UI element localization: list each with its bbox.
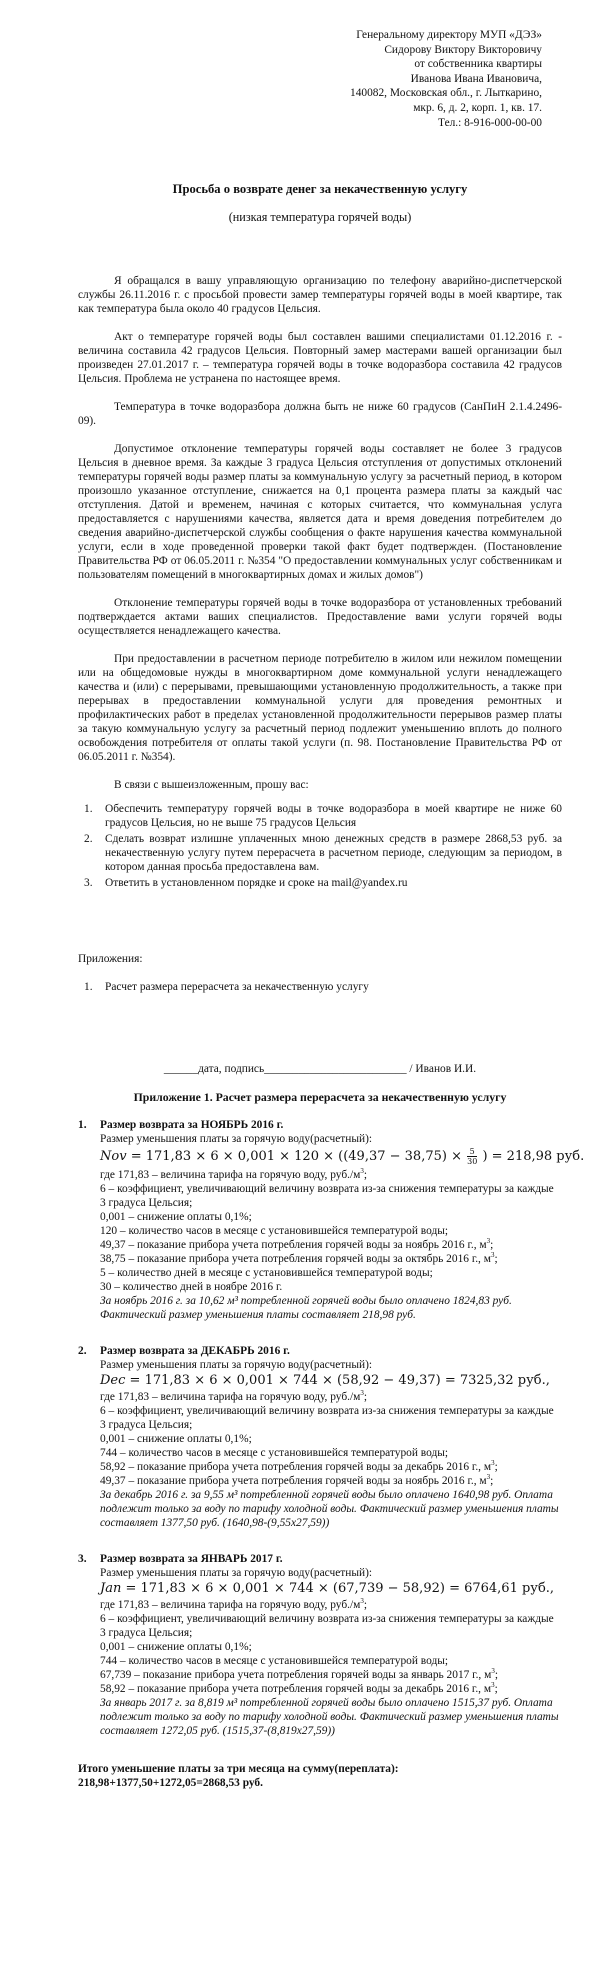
- total-line: 218,98+1377,50+1272,05=2868,53 руб.: [78, 1777, 263, 1790]
- address-line: Генеральному директору МУП «ДЭЗ»: [356, 29, 542, 41]
- formula-fraction: [467, 1147, 477, 1166]
- calc-section-january: [78, 1552, 562, 1738]
- section-note: За декабрь 2016 г. за 9,55 м³ потребленной горячей воды было оплачено 1640,98 руб. Оплата подлежит только за воду по тарифу холодной воды. Фактический размер уменьшения платы составляет 1377,50 руб. (1640,98-(9,55х27,59)): [100, 1489, 559, 1530]
- formula-expr: = 171,83 × 6 × 0,001 × 120 × ((49,37 − 38,75) ×: [130, 1149, 462, 1165]
- address-line: 140082, Московская обл., г. Лыткарино,: [350, 87, 542, 100]
- legend-line: 6 – коэффициент, увеличивающий величину возврата из-за снижения температуры за каждые 3 градуса Цельсия;: [100, 1613, 554, 1640]
- section-note: За январь 2017 г. за 8,819 м³ потребленной горячей воды было оплачено 1515,37 руб. Оплата подлежит только за воду по тарифу холодной воды. Фактический размер уменьшения платы составляет 1272,05 руб. (1515,37-(8,819х27,59)): [100, 1697, 559, 1738]
- legend-line: 0,001 – снижение оплаты 0,1%;: [100, 1211, 252, 1224]
- address-line: Тел.: 8-916-000-00-00: [438, 116, 542, 129]
- attachment-item: [78, 980, 562, 994]
- formula-lhs: Nov: [100, 1149, 127, 1165]
- legend-line: 0,001 – снижение оплаты 0,1%;: [100, 1641, 252, 1654]
- legend-line: где 171,83 – величина тарифа на горячую воду, $руб./м^3$;: [100, 1597, 368, 1612]
- body-paragraph: Акт о температуре горячей воды был составлен вашими специалистами 01.12.2016 г. - величина составила 42 градусов Цельсия. Повторный замер мастерами вашей организации был произведен 27.01.2017 г. – температура горячей воды в точке водоразбора составила 42 градусов Цельсия. Проблема не устранена по настоящее время.: [78, 331, 562, 386]
- legend-line: 67,739 – показание прибора учета потребления горячей воды за январь 2017 г., $м^3$;: [100, 1667, 498, 1682]
- formula-expr: = 171,83 × 6 × 0,001 × 744 × (67,739 − 58,92) = 6764,61 руб.,: [125, 1581, 555, 1597]
- total-line: Итого уменьшение платы за три месяца на сумму(переплата):: [78, 1763, 399, 1776]
- address-line: Сидорову Виктору Викторовичу: [384, 43, 542, 56]
- body-paragraph: Допустимое отклонение температуры горячей воды составляет не более 3 градусов Цельсия в дневное время. За каждые 3 градуса Цельсия отступления от допустимых отклонений температуры горячей воды размер платы за коммунальную услугу за расчетный период, в котором произошло указанное отступление, снижается на 0,1 процента размера платы за каждый час отступления. Датой и временем, начиная с которых считается, что коммунальная услуга предоставляется с нарушениями качества, является дата и время доведения потребителем до сведения аварийно-диспетчерской службы сообщения о факте нарушения качества коммунальной услуги, если в ходе проведенной проверки такой факт будет подтвержден. (Постановление Правительства РФ от 06.05.2011 г. №354 "О предоставлении коммунальных услуг собственникам и пользователям помещений в многоквартирных домах и жилых домов"): [78, 443, 562, 582]
- legend-line: 6 – коэффициент, увеличивающий величину возврата из-за снижения температуры за каждые 3 градуса Цельсия;: [100, 1405, 554, 1432]
- body-paragraph: Температура в точке водоразбора должна быть не ниже 60 градусов (СанПиН 2.1.4.2496-09).: [78, 401, 562, 428]
- legend-line: 49,37 – показание прибора учета потребления горячей воды за ноябрь 2016 г., $м^3$;: [100, 1473, 494, 1488]
- list-number: 1.: [84, 803, 93, 816]
- formula-intro: Размер уменьшения платы за горячую воду(расчетный):: [100, 1567, 373, 1580]
- formula: [100, 1146, 585, 1168]
- formula-lhs: Dec: [100, 1373, 126, 1389]
- body-paragraph: Я обращался в вашу управляющую организацию по телефону аварийно-диспетчерской службы 26.11.2016 г. с просьбой провести замер температуры горячей воды в моей квартире, так как температура была около 40 градусов Цельсия.: [78, 275, 562, 316]
- address-line: от собственника квартиры: [414, 58, 542, 71]
- list-item: [78, 832, 562, 874]
- legend-line: 5 – количество дней в месяце с установившейся температурой воды;: [100, 1267, 433, 1280]
- formula-lhs: Jan: [100, 1581, 122, 1597]
- section-number: 1.: [78, 1119, 87, 1132]
- total-summary: [78, 1762, 562, 1790]
- attachments-label: Приложения:: [78, 953, 143, 966]
- address-line: Иванова Ивана Ивановича,: [410, 72, 542, 85]
- body-paragraph: При предоставлении в расчетном периоде потребителю в жилом или нежилом помещении или на общедомовые нужды в многоквартирном доме коммунальной услуги ненадлежащего качества и (или) с перерывами, превышающими установленную продолжительность, а также при перерывах в предоставлении коммунальной услуги для проведения ремонтных и профилактических работ в пределах установленной продолжительности перерывов размер платы за такую коммунальную услугу за расчетный период подлежит уменьшению вплоть до полного освобождения потребителя от оплаты такой услуги (п. 98. Постановление Правительства РФ от 06.05.2011 г. №354).: [78, 653, 562, 764]
- section-heading: [78, 1118, 562, 1132]
- legend-line: 58,92 – показание прибора учета потребления горячей воды за декабрь 2016 г., $м^3$;: [100, 1459, 498, 1474]
- request-intro: В связи с вышеизложенным, прошу вас:: [114, 779, 309, 792]
- list-item: [78, 876, 562, 890]
- list-item: [78, 802, 562, 830]
- calc-section-december: [78, 1344, 562, 1530]
- fraction-numerator: 5: [467, 1147, 477, 1157]
- legend-line: 744 – количество часов в месяце с установившейся температурой воды;: [100, 1655, 449, 1668]
- document-subtitle: (низкая температура горячей воды): [228, 210, 412, 225]
- legend-line: где 171,83 – величина тарифа на горячую воду, $руб./м^3$;: [100, 1167, 368, 1182]
- list-text: Ответить в установленном порядке и сроке на mail@yandex.ru: [105, 877, 408, 890]
- section-title: Размер возврата за ЯНВАРЬ 2017 г.: [100, 1553, 283, 1566]
- legend-line: 0,001 – снижение оплаты 0,1%;: [100, 1433, 252, 1446]
- section-note: За ноябрь 2016 г. за 10,62 м³ потребленной горячей воды было оплачено 1824,83 руб.: [100, 1295, 512, 1308]
- legend-line: где 171,83 – величина тарифа на горячую воду, $руб./м^3$;: [100, 1389, 368, 1404]
- legend-line: 58,92 – показание прибора учета потребления горячей воды за декабрь 2016 г., $м^3$;: [100, 1681, 498, 1696]
- request-list: [78, 802, 562, 890]
- legend-line: 6 – коэффициент, увеличивающий величину возврата из-за снижения температуры за каждые 3 градуса Цельсия;: [100, 1183, 554, 1210]
- section-heading: [78, 1344, 562, 1358]
- list-text: Расчет размера перерасчета за некачественную услугу: [105, 981, 369, 994]
- legend-line: 30 – количество дней в ноябре 2016 г.: [100, 1281, 283, 1294]
- section-body: [100, 1566, 562, 1738]
- legend-line: 120 – количество часов в месяце с установившейся температурой воды;: [100, 1225, 449, 1238]
- formula-intro: Размер уменьшения платы за горячую воду(расчетный):: [100, 1133, 373, 1146]
- section-number: 2.: [78, 1345, 87, 1358]
- formula-intro: Размер уменьшения платы за горячую воду(расчетный):: [100, 1359, 373, 1372]
- formula: [100, 1580, 562, 1598]
- addressee-block: [78, 28, 542, 130]
- legend-line: 38,75 – показание прибора учета потребления горячей воды за октябрь 2016 г., $м^3$;: [100, 1251, 498, 1266]
- appendix-title: Приложение 1. Расчет размера перерасчета за некачественную услугу: [133, 1090, 507, 1105]
- section-title: Размер возврата за ДЕКАБРЬ 2016 г.: [100, 1345, 290, 1358]
- document-title: Просьба о возврате денег за некачественную услугу: [172, 182, 468, 197]
- calc-section-november: [78, 1118, 585, 1322]
- formula-result: ) = 218,98 руб.: [482, 1149, 585, 1165]
- formula-expr: = 171,83 × 6 × 0,001 × 744 × (58,92 − 49,37) = 7325,32 руб.,: [129, 1373, 550, 1389]
- section-body: [100, 1132, 585, 1322]
- section-number: 3.: [78, 1553, 87, 1566]
- section-body: [100, 1358, 562, 1530]
- list-number: 2.: [84, 833, 93, 846]
- list-number: 1.: [84, 981, 93, 994]
- signature-line: ______дата, подпись_________________________ / Иванов И.И.: [163, 1063, 477, 1076]
- legend-line: 744 – количество часов в месяце с установившейся температурой воды;: [100, 1447, 449, 1460]
- section-note: Фактический размер уменьшения платы составляет 218,98 руб.: [100, 1309, 416, 1322]
- section-title: Размер возврата за НОЯБРЬ 2016 г.: [100, 1119, 284, 1132]
- list-text: Сделать возврат излишне уплаченных мною денежных средств в размере 2868,53 руб. за некачественную услугу путем перерасчета в расчетном периоде, следующим за периодом, в котором данная просьба предоставлена вам.: [105, 833, 562, 874]
- legend-line: 49,37 – показание прибора учета потребления горячей воды за ноябрь 2016 г., $м^3$;: [100, 1237, 494, 1252]
- list-number: 3.: [84, 877, 93, 890]
- fraction-denominator: 30: [467, 1157, 478, 1167]
- section-heading: [78, 1552, 562, 1566]
- body-paragraph: Отклонение температуры горячей воды в точке водоразбора от установленных требований подтверждается актами ваших специалистов. Предоставление вами услуги горячей воды осуществляется ненадлежащего качества.: [78, 597, 562, 638]
- formula: [100, 1372, 562, 1390]
- list-text: Обеспечить температуру горячей воды в точке водоразбора в моей квартире не ниже 60 градусов Цельсия, но не выше 75 градусов Цельсия: [105, 803, 562, 830]
- address-line: мкр. 6, д. 2, корп. 1, кв. 17.: [413, 101, 542, 114]
